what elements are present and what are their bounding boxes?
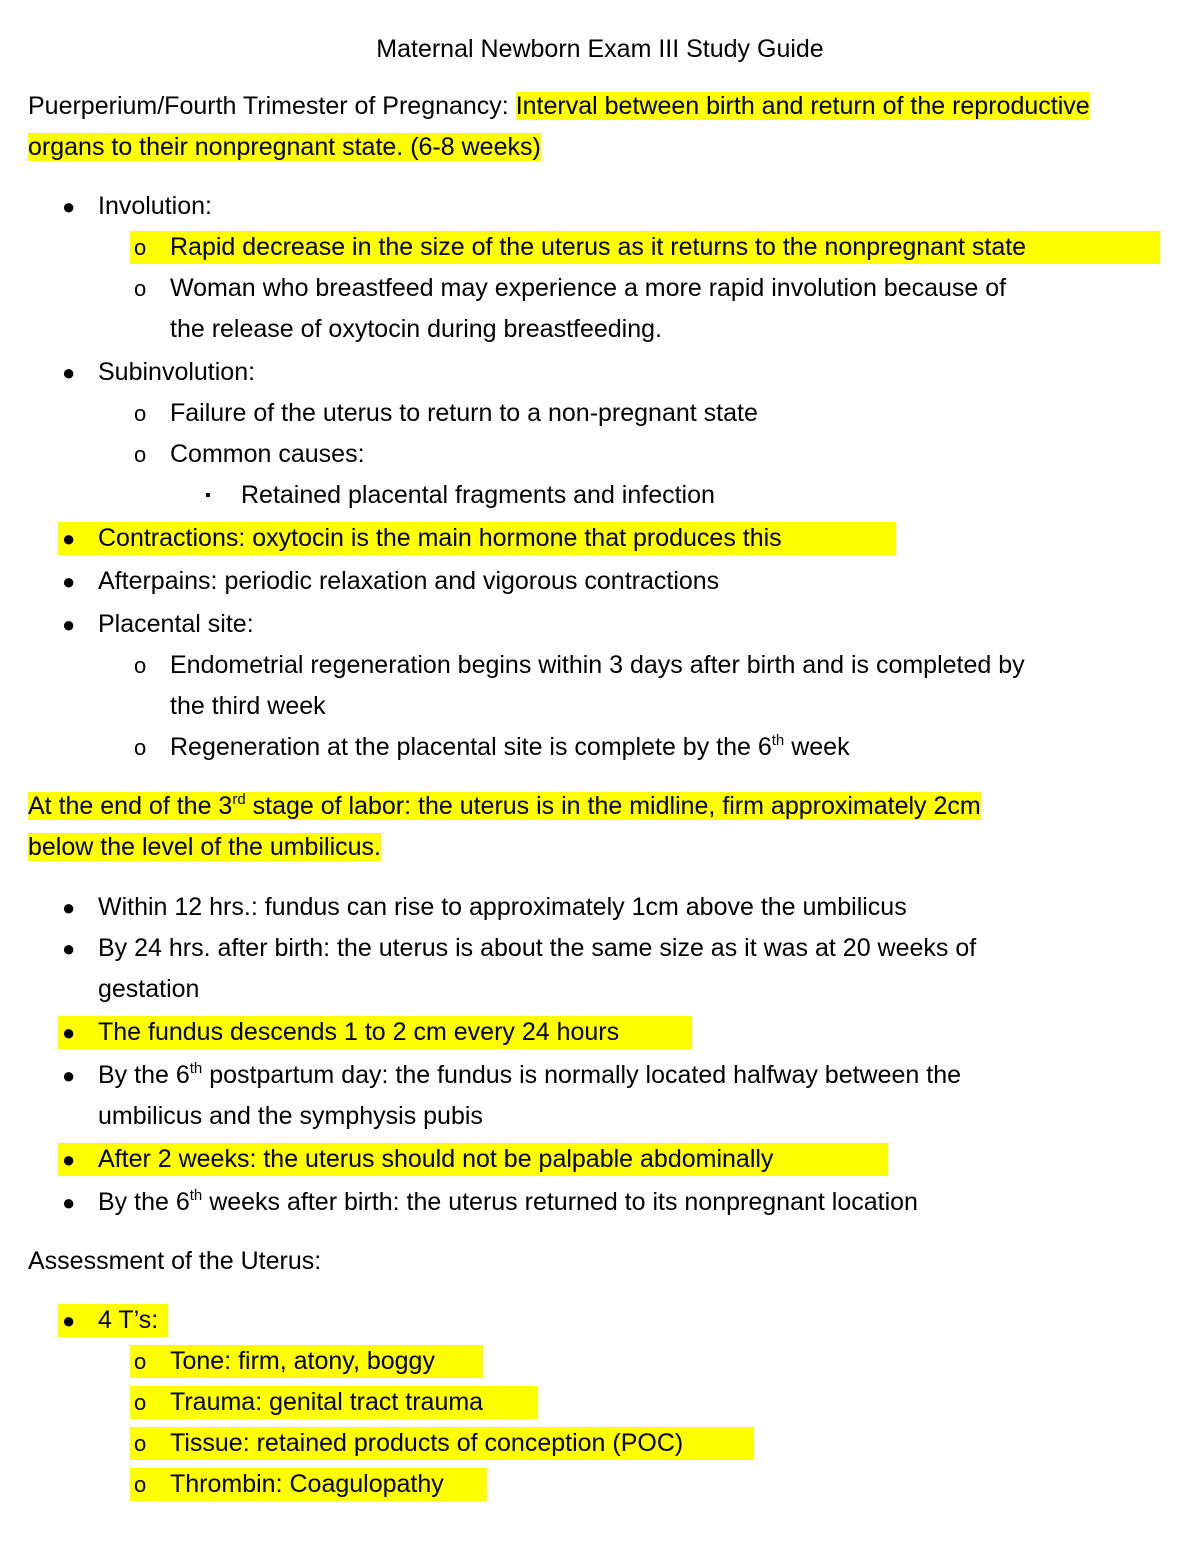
bullet-marker: ● (62, 936, 76, 961)
bullet-marker: ● (62, 1308, 76, 1333)
bullet-marker: ● (62, 612, 76, 637)
list-item-continuation: the release of oxytocin during breastfeeding. (170, 315, 662, 343)
circle-marker: o (134, 1431, 147, 1456)
list-item: o Tone: firm, atony, boggy (0, 1341, 1190, 1382)
bullet-marker: ● (62, 526, 76, 551)
bullet-marker: ● (62, 360, 76, 385)
puerperium-list (0, 186, 1190, 768)
page-title: Maternal Newborn Exam III Study Guide (376, 35, 824, 63)
list-item: o Common causes: (0, 434, 1190, 475)
bullet-marker: ● (62, 895, 76, 920)
list-item: o Woman who breastfeed may experience a more rapid involution because of (0, 268, 1190, 309)
puerperium-definition-text: Interval between birth and return of the reproductive organs to their nonpregnant state. (6-8 weeks) (28, 92, 1090, 161)
circle-marker: o (134, 1349, 147, 1374)
list-item: ● Contractions: oxytocin is the main hormone that produces this (0, 518, 1190, 559)
list-item: ● Placental site: (0, 604, 1190, 645)
list-item: ● By the 6th postpartum day: the fundus is normally located halfway between the (0, 1055, 1190, 1096)
list-item: ● Afterpains: periodic relaxation and vigorous contractions (0, 561, 1190, 602)
list-item: ● Involution: (0, 186, 1190, 227)
list-item: o Thrombin: Coagulopathy (0, 1464, 1190, 1505)
bullet-marker: ● (62, 1147, 76, 1172)
circle-marker: o (134, 401, 147, 426)
list-item: ● By the 6th weeks after birth: the uterus returned to its nonpregnant location (0, 1182, 1190, 1223)
square-marker: ▪ (205, 487, 211, 504)
list-item: o Failure of the uterus to return to a non-pregnant state (0, 393, 1190, 434)
four-ts-list (0, 1300, 1190, 1505)
list-item: ● By 24 hrs. after birth: the uterus is about the same size as it was at 20 weeks of (0, 928, 1190, 969)
list-item: o Trauma: genital tract trauma (0, 1382, 1190, 1423)
list-item: ● 4 T’s: (0, 1300, 1190, 1341)
bullet-marker: ● (62, 1190, 76, 1215)
list-item-continuation: gestation (98, 975, 200, 1003)
circle-marker: o (134, 735, 147, 760)
circle-marker: o (134, 276, 147, 301)
list-item: ● Subinvolution: (0, 352, 1190, 393)
list-item: ● Within 12 hrs.: fundus can rise to approximately 1cm above the umbilicus (0, 887, 1190, 928)
circle-marker: o (134, 653, 147, 678)
circle-marker: o (134, 235, 147, 260)
list-item: ▪ Retained placental fragments and infection (0, 475, 1190, 516)
list-item: ● The fundus descends 1 to 2 cm every 24 hours (0, 1012, 1190, 1053)
third-stage-paragraph: At the end of the 3rd stage of labor: the uterus is in the midline, firm approximately 2cm below the level of the umbilicus. (28, 790, 981, 861)
bullet-marker: ● (62, 194, 76, 219)
puerperium-label: Puerperium/Fourth Trimester of Pregnancy: (28, 92, 509, 120)
list-item: ● After 2 weeks: the uterus should not be palpable abdominally (0, 1139, 1190, 1180)
list-item: o Tissue: retained products of conception (POC) (0, 1423, 1190, 1464)
list-item: o Rapid decrease in the size of the uterus as it returns to the nonpregnant state (0, 227, 1190, 268)
assessment-heading: Assessment of the Uterus: (28, 1247, 322, 1275)
puerperium-definition (28, 86, 1173, 168)
list-item: o Regeneration at the placental site is complete by the 6th week (0, 727, 1190, 768)
list-item: o Endometrial regeneration begins within 3 days after birth and is completed by (0, 645, 1190, 686)
circle-marker: o (134, 1472, 147, 1497)
list-item-continuation: umbilicus and the symphysis pubis (98, 1102, 483, 1130)
bullet-marker: ● (62, 1063, 76, 1088)
bullet-marker: ● (62, 569, 76, 594)
circle-marker: o (134, 442, 147, 467)
bullet-marker: ● (62, 1020, 76, 1045)
list-item-continuation: the third week (170, 692, 326, 720)
circle-marker: o (134, 1390, 147, 1415)
fundus-list (0, 887, 1190, 1223)
